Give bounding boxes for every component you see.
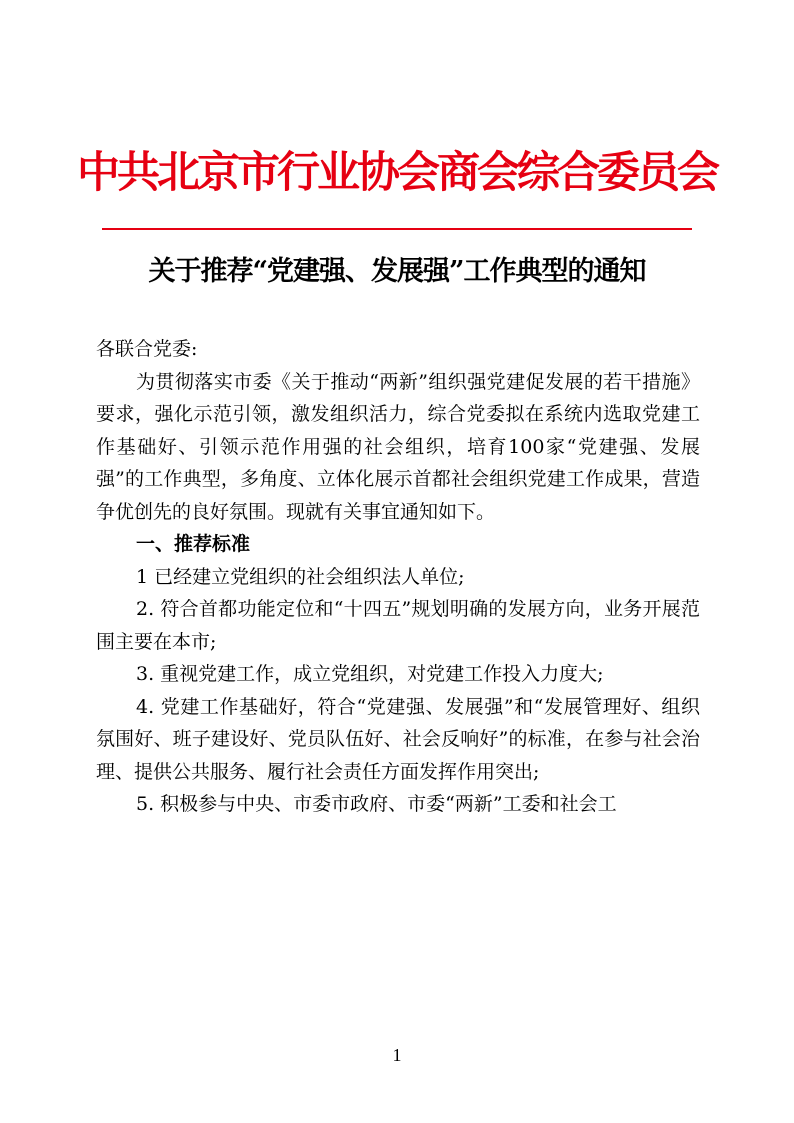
salutation: 各联合党委: [96, 338, 198, 360]
notice-title: 关于推荐“党建强、发展强”工作典型的通知 [148, 256, 646, 287]
document-body [96, 333, 700, 821]
section-heading-recommendation-criteria: 一、推荐标准 [136, 533, 251, 555]
criteria-item-3: 3. 重视党建工作，成立党组织，对党建工作投入力度大; [136, 663, 604, 685]
red-header-divider [102, 228, 692, 230]
criteria-item-1: 1 已经建立党组织的社会组织法人单位; [136, 565, 465, 588]
criteria-item-5: 5. 积极参与中央、市委市政府、市委“两新”工委和社会工 [136, 793, 617, 815]
issuing-organization-header: 中共北京市行业协会商会综合委员会 [77, 148, 717, 198]
criteria-item-4: 4. 党建工作基础好，符合“党建强、发展强”和“发展管理好、组织氛围好、班子建设好、党员队伍好、社会反响好”的标准，在参与社会治理、提供公共服务、履行社会责任方面发挥作用突出; [96, 695, 700, 783]
page-number: 1 [392, 1045, 402, 1065]
intro-paragraph: 为贯彻落实市委《关于推动“两新”组织强党建促发展的若干措施》要求，强化示范引领，激发组织活力，综合党委拟在系统内选取党建工作基础好、引领示范作用强的社会组织，培育100家“党建强、发展强”的工作典型，多角度、立体化展示首都社会组织党建工作成果，营造争优创先的良好氛围。现就有关事宜通知如下。 [96, 370, 700, 523]
criteria-item-2: 2. 符合首都功能定位和“十四五”规划明确的发展方向，业务开展范围主要在本市; [96, 598, 700, 653]
